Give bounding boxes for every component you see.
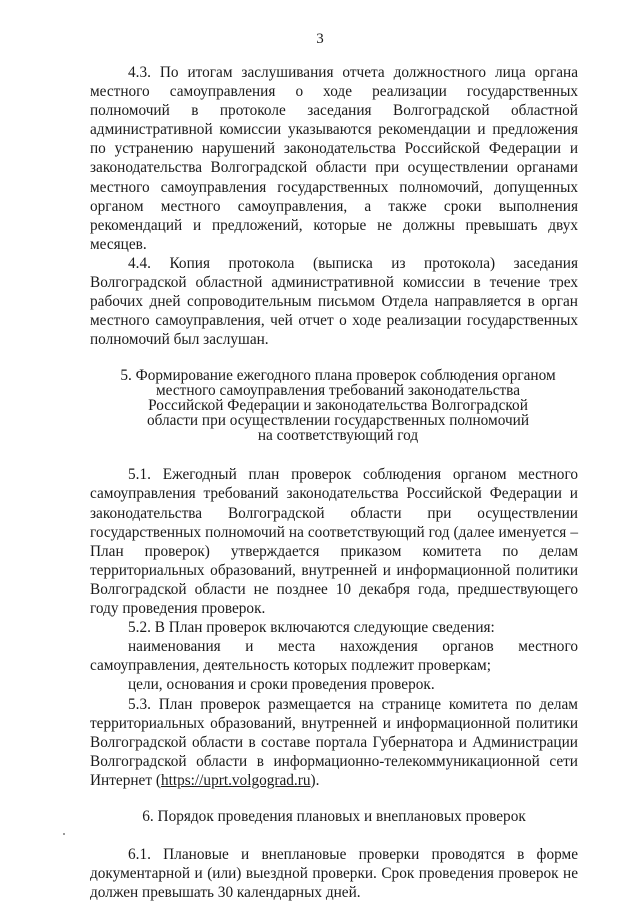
paragraph-5-1: 5.1. Ежегодный план проверок соблюдения органом местного самоуправления требований законодательства Российской Федерации и законодательства Волгоградской области при осуществлении государственных полномочий на соответствующий год (далее именуется – План проверок) утверждается приказом комитета по делам территориальных образований, внутренней и информационной политики Волгоградской области не позднее 10 декабря года, предшествующего году проведения проверок. <box>90 466 578 618</box>
portal-link[interactable]: https://uprt.volgograd.ru <box>160 771 311 789</box>
paragraph-5-3 <box>90 695 578 790</box>
paragraph-5-3-end: ). <box>310 771 320 789</box>
paragraph-5-3-text: 5.3. План проверок размещается на странице комитета по делам территориальных образований, внутренней и информационной политики Волгоградской области в составе портала Губернатора и Администрации Волгоградской области в информационно-телекоммуникационной сети Интернет ( <box>90 695 578 789</box>
paragraph-4-3: 4.3. По итогам заслушивания отчета должностного лица органа местного самоуправления о ходе реализации государственных полномочий в протоколе заседания Волгоградской областной административной комиссии указываются рекомендации и предложения по устранению нарушений законодательства Российской Федерации и законодательства Волгоградской области при осуществлении органами местного самоуправления государственных полномочий, допущенных органом местного самоуправления, а также сроки выполнения рекомендаций и предложений, которые не должны превышать двух месяцев. <box>90 64 578 253</box>
paragraph-6-1: 6.1. Плановые и внеплановые проверки проводятся в форме документарной и (или) выездной проверки. Срок проведения проверок не должен превышать 30 календарных дней. <box>90 846 578 902</box>
section-5-heading-line: на соответствующий год <box>257 426 419 444</box>
spacer <box>90 790 578 807</box>
section-6-heading: 6. Порядок проведения плановых и внеплановых проверок <box>142 807 526 825</box>
section-5-heading <box>90 369 578 443</box>
document-body <box>90 63 578 902</box>
spacer <box>90 826 578 845</box>
scan-artifact <box>63 833 65 835</box>
paragraph-4-4: 4.4. Копия протокола (выписка из протокола) заседания Волгоградской областной административной комиссии в течение трех рабочих дней сопроводительным письмом Отдела направляется в орган местного самоуправления, чей отчет о ходе реализации государственных полномочий был заслушан. <box>90 254 578 349</box>
section-5-heading-line: 5. Формирование ежегодного плана проверок соблюдения органом <box>120 367 556 385</box>
section-5-heading-line: Российской Федерации и законодательства Волгоградской <box>148 397 528 414</box>
section-5-heading-line: местного самоуправления требований законодательства <box>156 382 520 400</box>
paragraph-5-2-item-1: наименования и места нахождения органов местного самоуправления, деятельность которых подлежит проверкам; <box>90 638 578 675</box>
section-5-heading-line: области при осуществлении государственных полномочий <box>146 411 530 429</box>
paragraph-5-2-item-2: цели, основания и сроки проведения проверок. <box>128 676 435 694</box>
spacer <box>90 349 578 369</box>
page-number: 3 <box>316 31 324 47</box>
paragraph-5-2: 5.2. В План проверок включаются следующие сведения: <box>128 619 495 637</box>
spacer <box>90 443 578 465</box>
